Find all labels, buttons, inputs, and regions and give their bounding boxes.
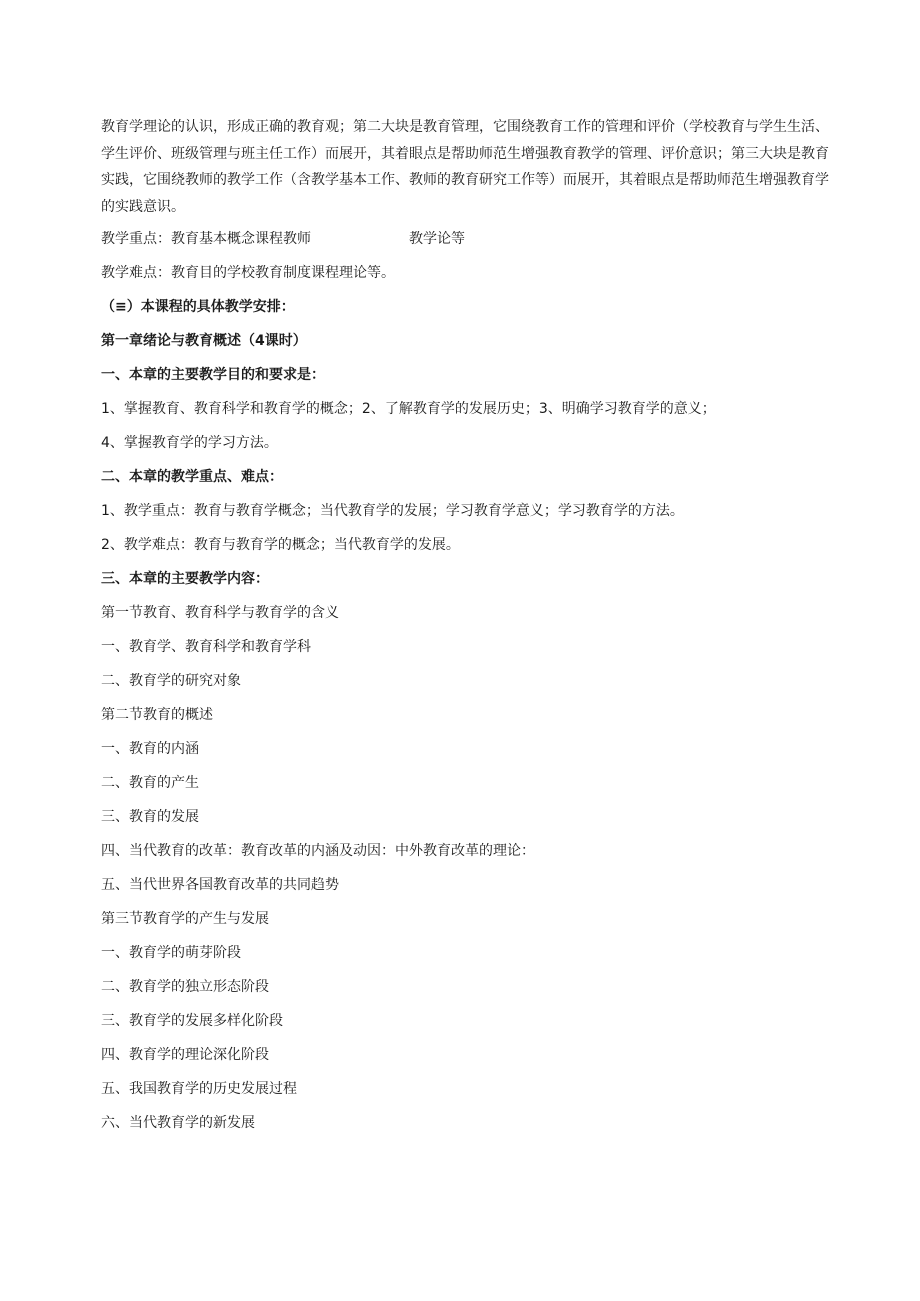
outline-item: 一、教育学的萌芽阶段 <box>101 945 241 961</box>
outline-list <box>101 596 829 1140</box>
key-points-line <box>101 222 829 256</box>
focus-heading: 二、本章的教学重点、难点： <box>101 469 283 485</box>
outline-item: 四、当代教育的改革：教育改革的内涵及动因：中外教育改革的理论： <box>101 843 535 859</box>
outline-item: 二、教育的产生 <box>101 775 199 791</box>
goals-line: 4、掌握教育学的学习方法。 <box>101 435 278 451</box>
outline-item: 第二节教育的概述 <box>101 707 213 723</box>
outline-item: 一、教育学、教育科学和教育学科 <box>101 639 311 655</box>
outline-item: 五、我国教育学的历史发展过程 <box>101 1081 297 1097</box>
goals-line: 1、掌握教育、教育科学和教育学的概念；2、了解教育学的发展历史；3、明确学习教育学的意义； <box>101 401 716 417</box>
focus-line: 2、教学难点：教育与教育学的概念；当代教育学的发展。 <box>101 537 460 553</box>
outline-item: 四、教育学的理论深化阶段 <box>101 1047 269 1063</box>
outline-item: 第一节教育、教育科学与教育学的含义 <box>101 605 339 621</box>
difficult-points-line: 教学难点：教育目的学校教育制度课程理论等。 <box>101 265 395 281</box>
document-body <box>101 114 829 1140</box>
intro-paragraph: 教育学理论的认识，形成正确的教育观；第二大块是教育管理，它围绕教育工作的管理和评价（学校教育与学生生活、学生评价、班级管理与班主任工作）而展开，其着眼点是帮助师范生增强教育教学的管理、评价意识；第三大块是教育实践，它围绕教师的教学工作（含教学基本工作、教师的教育研究工作等）而展开，其着眼点是帮助师范生增强教育学的实践意识。 <box>101 119 829 215</box>
outline-item: 五、当代世界各国教育改革的共同趋势 <box>101 877 339 893</box>
outline-item: 三、教育学的发展多样化阶段 <box>101 1013 283 1029</box>
outline-item: 六、当代教育学的新发展 <box>101 1115 255 1131</box>
goals-heading: 一、本章的主要教学目的和要求是： <box>101 367 325 383</box>
chapter-title: 第一章绪论与教育概述（4课时） <box>101 333 307 349</box>
outline-item: 二、教育学的研究对象 <box>101 673 241 689</box>
outline-item: 第三节教育学的产生与发展 <box>101 911 269 927</box>
key-points-rest: 教学论等 <box>409 231 465 247</box>
section-heading: （≡）本课程的具体教学安排： <box>101 299 295 315</box>
outline-item: 一、教育的内涵 <box>101 741 199 757</box>
outline-item: 二、教育学的独立形态阶段 <box>101 979 269 995</box>
key-points-label: 教学重点：教育基本概念课程教师 <box>101 231 311 247</box>
content-heading: 三、本章的主要教学内容： <box>101 571 269 587</box>
outline-item: 三、教育的发展 <box>101 809 199 825</box>
focus-line: 1、教学重点：教育与教育学概念；当代教育学的发展；学习教育学意义；学习教育学的方法。 <box>101 503 684 519</box>
